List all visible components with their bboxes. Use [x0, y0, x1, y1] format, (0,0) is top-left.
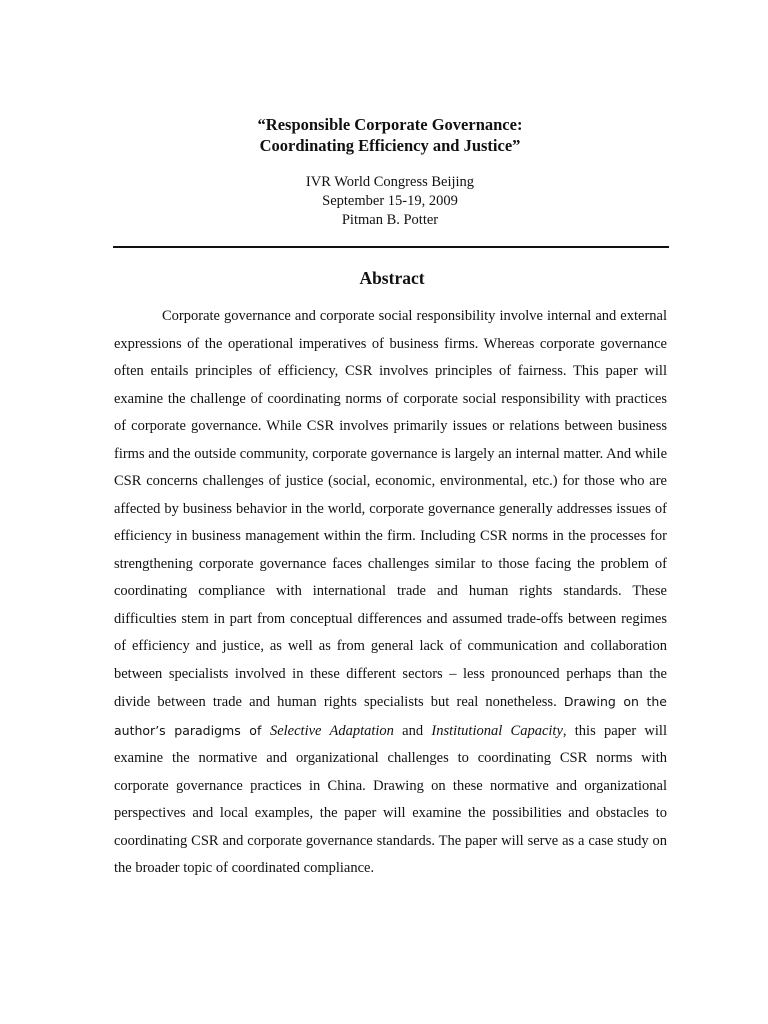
horizontal-rule: [113, 246, 669, 248]
abstract-text-part3: and: [393, 722, 432, 739]
abstract-paragraph: [114, 303, 667, 883]
event-dates: September 15-19, 2009: [322, 193, 458, 209]
abstract-text-part1: Corporate governance and corporate social responsibility involve internal and external expressions of the operational imperatives of business firms. Whereas corporate governance often entails principles of efficiency, CSR involves principles of fairness. This paper will examine the challenge of coordinating norms of corporate social responsibility with practices of corporate governance. While CSR involves primarily issues or relations between business firms and the outside community, corporate governance is largely an internal matter. And while CSR concerns challenges of justice (social, economic, environmental, etc.) for those who are affected by business behavior in the world, corporate governance generally addresses issues of efficiency in business management within the firm. Including CSR norms in the processes for strengthening corporate governance faces challenges similar to those facing the problem of coordinating compliance with international trade and human rights standards. These difficulties stem in part from conceptual differences and assumed trade-offs between regimes of efficiency and justice, as well as from general lack of communication and collaboration between specialists involved in these different sectors – less pronounced perhaps than the divide between trade and human rights specialists but real nonetheless.: [114, 308, 667, 710]
title-line-2: Coordinating Efficiency and Justice”: [259, 136, 521, 155]
paper-title: [0, 114, 768, 156]
event-name: IVR World Congress Beijing: [305, 174, 475, 190]
abstract-text-part2: Drawing on the author’s paradigms of: [114, 694, 667, 738]
abstract-heading: Abstract: [359, 268, 425, 288]
abstract-term-selective-adaptation: Selective Adaptation: [269, 722, 394, 739]
paper-meta: [0, 173, 768, 230]
abstract-text-part4: , this paper will examine the normative and organizational challenges to coordinating CSR norms with corporate governance practices in China. Drawing on these normative and organizational perspectives and local examples, the paper will examine the possibilities and obstacles to coordinating CSR and corporate governance standards. The paper will serve as a case study on the broader topic of coordinated compliance.: [114, 722, 667, 876]
author-name: Pitman B. Potter: [341, 212, 439, 228]
title-line-1: “Responsible Corporate Governance:: [257, 115, 523, 134]
abstract-term-institutional-capacity: Institutional Capacity: [431, 722, 563, 739]
